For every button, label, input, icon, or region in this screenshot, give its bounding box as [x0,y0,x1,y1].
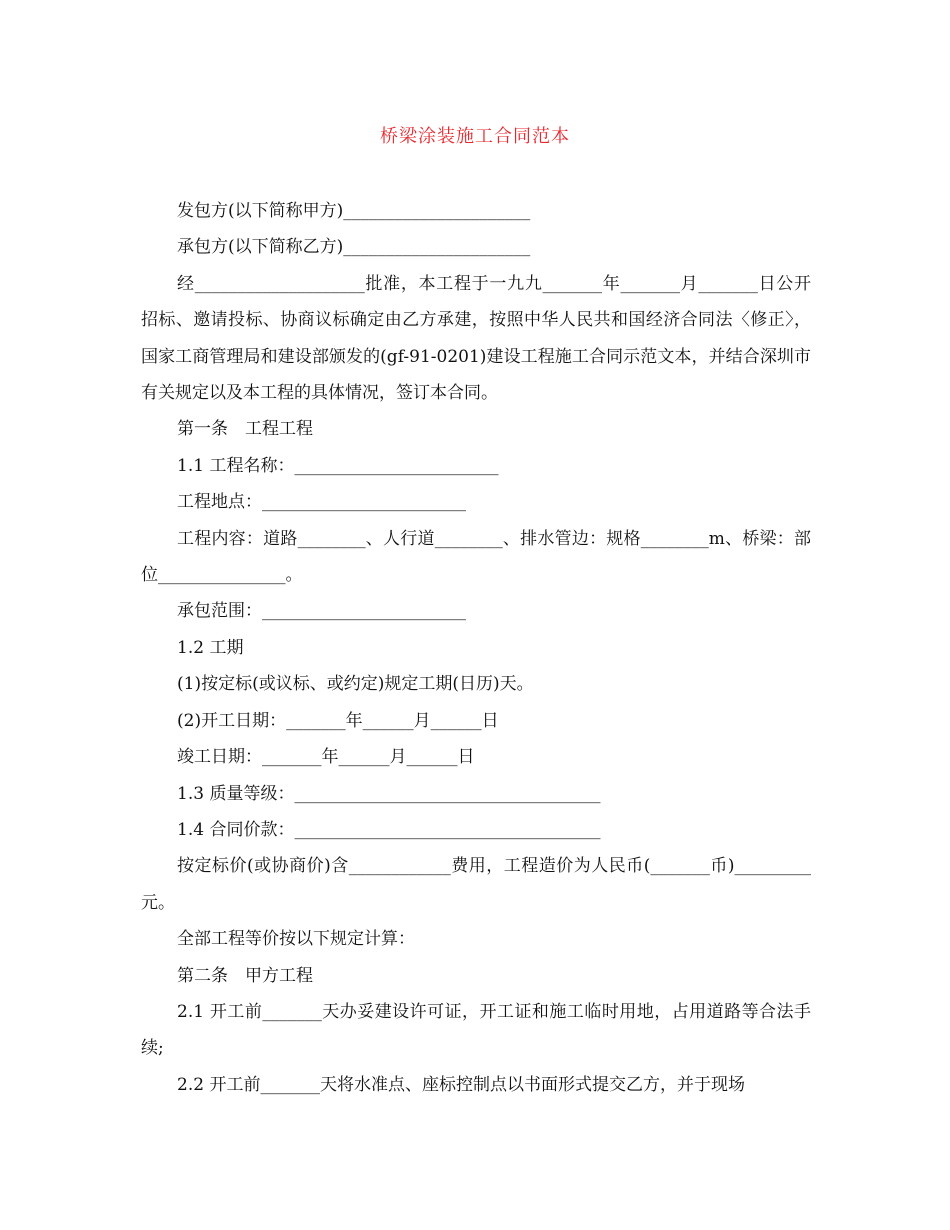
duration-line: (1)按定标(或议标、或约定)规定工期(日历)天。 [177,674,534,695]
clause-2-2-paragraph: 2.2 开工前_______天将水准点、座标控制点以书面形式提交乙方，并于现场 [177,1074,745,1095]
project-content-paragraph: 工程内容：道路________、人行道________、排水管边：规格________m、桥梁：部位_______________。 [141,528,811,586]
document-title: 桥梁涂装施工合同范本 [380,126,570,147]
section-1-2-heading: 1.2 工期 [177,637,244,658]
party-b-line: 承包方(以下简称乙方)______________________ [177,237,531,258]
article-2-heading: 第二条 甲方工程 [177,965,313,986]
project-location-line: 工程地点：________________________ [177,492,466,513]
completion-date-line: 竣工日期：_______年______月______日 [177,747,475,768]
document-body [141,193,811,1103]
quality-grade-line: 1.3 质量等级：____________________________________ [177,783,601,804]
preamble-paragraph: 经____________________批准，本工程于一九九_______年_______月_______日公开招标、邀请投标、协商议标确定由乙方承建，按照中华人民共和国经济合同法〈修正〉，国家工商管理局和建设部颁发的(gf-91-0201)建设工程施工合同示范文本，并结合深圳市有关规定以及本工程的具体情况，签订本合同。 [141,273,811,404]
start-date-line: (2)开工日期：_______年______月______日 [177,710,499,731]
calculation-rule-line: 全部工程等价按以下规定计算： [177,929,415,950]
contract-price-line: 1.4 合同价款：____________________________________ [177,819,601,840]
contract-scope-line: 承包范围：________________________ [177,601,466,622]
article-1-heading: 第一条 工程工程 [177,419,313,440]
price-detail-paragraph: 按定标价(或协商价)含____________费用，工程造价为人民币(_______币)_________元。 [141,856,811,913]
project-name-line: 1.1 工程名称：________________________ [177,455,499,476]
clause-2-1-paragraph: 2.1 开工前_______天办妥建设许可证，开工证和施工临时用地，占用道路等合法手续; [141,1001,811,1059]
party-a-line: 发包方(以下简称甲方)______________________ [177,201,531,221]
